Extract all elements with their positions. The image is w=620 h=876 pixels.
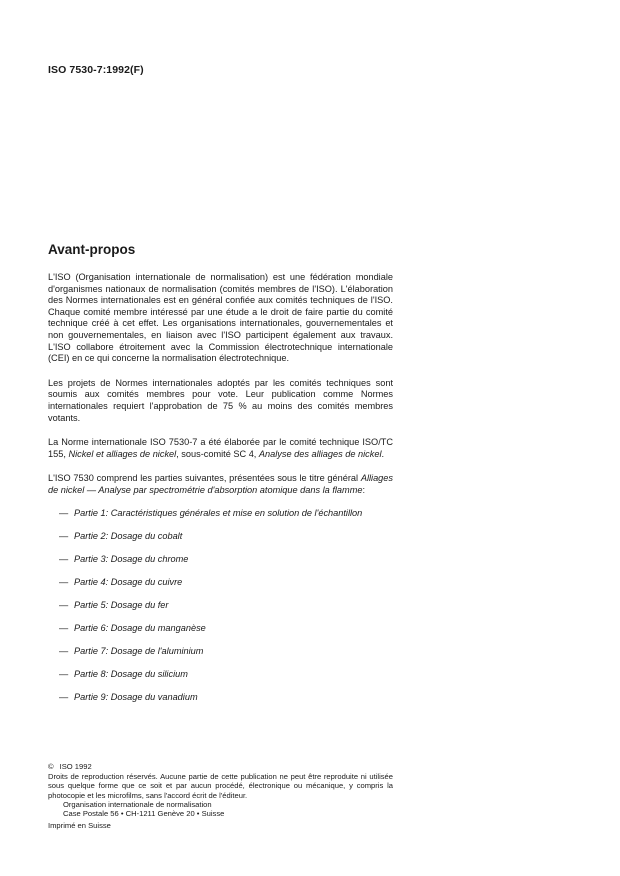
list-dash: — <box>59 692 69 703</box>
part-label: Partie 3: Dosage du chrome <box>74 553 189 564</box>
copyright-line <box>48 762 393 771</box>
list-dash: — <box>59 599 69 610</box>
organization-name: Organisation internationale de normalisation <box>63 799 212 809</box>
list-dash: — <box>59 530 69 541</box>
paragraph-committee <box>48 437 393 460</box>
parts-intro-text: L'ISO 7530 comprend les parties suivantes, présentées sous le titre général <box>48 473 361 484</box>
committee-name: Nickel et alliages de nickel <box>68 448 177 459</box>
paragraph-iso-intro: L'ISO (Organisation internationale de normalisation) est une fédération mondiale d'organismes nationaux de normalisation (comités membres de l'ISO). L'élaboration des Normes internationales est en général confiée aux comités techniques de l'ISO. Chaque comité membre intéressé par une étude a le droit de faire partie du comité technique créé à cet effet. Les organisations internationales, gouvernementales et non gouvernementales, en liaison avec l'ISO participent également aux travaux. L'ISO collabore étroitement avec la Commission électrotechnique internationale (CEI) en ce qui concerne la normalisation électrotechnique. <box>48 272 393 364</box>
part-label: Partie 5: Dosage du fer <box>74 599 169 610</box>
part-label: Partie 4: Dosage du cuivre <box>74 576 183 587</box>
part-label: Partie 2: Dosage du cobalt <box>74 530 183 541</box>
printed-in: Imprimé en Suisse <box>48 821 111 831</box>
list-dash: — <box>59 622 69 633</box>
list-item <box>48 623 393 635</box>
list-dash: — <box>59 669 69 680</box>
list-item <box>48 600 393 612</box>
list-item <box>48 577 393 589</box>
part-label: Partie 7: Dosage de l'aluminium <box>74 646 204 657</box>
part-label: Partie 9: Dosage du vanadium <box>74 692 198 703</box>
list-dash: — <box>59 553 69 564</box>
list-item <box>48 508 393 520</box>
rights-notice: Droits de reproduction réservés. Aucune partie de cette publication ne peut être reproduite ni utilisée sous quelque forme que ce soit et par aucun procédé, électronique ou mécanique, y compris la photocopie et les microfilms, sans l'accord écrit de l'éditeur. <box>48 772 393 800</box>
parts-intro-colon: : <box>362 484 366 495</box>
paragraph-parts-intro <box>48 473 393 496</box>
committee-text-1: La Norme internationale ISO 7530-7 a été élaborée par le comité technique ISO/TC 155, <box>48 437 393 459</box>
subcommittee-name: Analyse des alliages de nickel <box>258 448 382 459</box>
postal-address: Case Postale 56 • CH-1211 Genève 20 • Suisse <box>63 809 225 819</box>
committee-text-3: . <box>381 448 385 459</box>
part-label: Partie 8: Dosage du silicium <box>74 669 188 680</box>
list-item <box>48 646 393 658</box>
part-label: Partie 1: Caractéristiques générales et mise en solution de l'échantillon <box>74 507 363 518</box>
copyright-footer <box>48 762 393 830</box>
committee-text-2: , sous-comité SC 4, <box>176 448 259 459</box>
document-id: ISO 7530-7:1992(F) <box>48 64 144 76</box>
parts-list <box>48 508 393 704</box>
list-dash: — <box>59 507 69 518</box>
list-item <box>48 669 393 681</box>
list-item <box>48 692 393 704</box>
general-title: Alliages de nickel — Analyse par spectrométrie d'absorption atomique dans la flamme <box>48 473 393 495</box>
list-item <box>48 554 393 566</box>
foreword-section <box>48 242 393 715</box>
copyright-symbol: © <box>48 762 54 771</box>
list-item <box>48 531 393 543</box>
copyright-text: ISO 1992 <box>59 762 92 771</box>
list-dash: — <box>59 576 69 587</box>
paragraph-draft-standards: Les projets de Normes internationales adoptés par les comités techniques sont soumis aux comités membres pour vote. Leur publication comme Normes internationales requiert l'approbation de 75 % au moins des comités membres votants. <box>48 377 393 423</box>
section-title: Avant-propos <box>48 242 136 257</box>
list-dash: — <box>59 646 69 657</box>
part-label: Partie 6: Dosage du manganèse <box>74 622 206 633</box>
